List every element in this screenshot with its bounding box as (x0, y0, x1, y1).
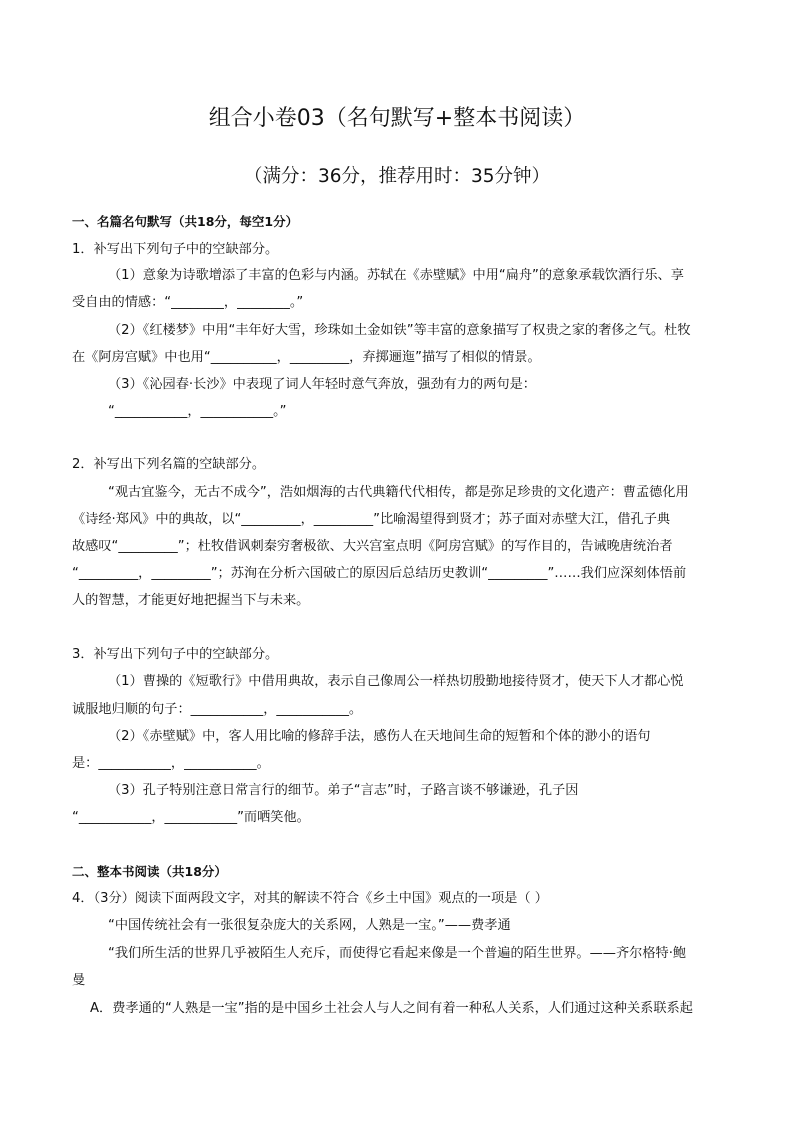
question-text: 是：___________，___________。 (72, 756, 270, 771)
question-stem: 4．（3分）阅读下面两段文字，对其的解读不符合《乡土中国》观点的一项是（ ） (72, 891, 548, 906)
page-title: 组合小卷03（名句默写+整本书阅读） (208, 106, 586, 131)
question-text: （3）孔子特别注意日常言行的细节。弟子“言志”时，子路言谈不够谦逊，孔子因 (108, 783, 579, 798)
quote-text: “中国传统社会有一张很复杂庞大的关系网，人熟是一宝。”——费孝通 (108, 918, 511, 933)
question-text: 在《阿房宫赋》中也用“__________，_________，弃掷逦迤”描写了相似的情景。 (72, 350, 541, 365)
question-text: 《诗经·郑风》中的典故，以“_________，_________”比喻渴望得到贤才；苏子面对赤壁大江，借孔子典 (72, 512, 671, 527)
section-heading: 二、整本书阅读（共18分） (72, 864, 227, 879)
page-subtitle: （满分：36分，推荐用时：35分钟） (243, 166, 551, 187)
question-text: “___________，___________。” (108, 404, 287, 419)
question-stem: 1．补写出下列句子中的空缺部分。 (72, 242, 279, 257)
question-stem: 2．补写出下列名篇的空缺部分。 (72, 457, 266, 472)
section-heading: 一、名篇名句默写（共18分，每空1分） (72, 214, 299, 229)
question-text: 受自由的情感：“________，________。” (72, 295, 304, 310)
option-a: A．费孝通的“人熟是一宝”指的是中国乡土社会人与人之间有着一种私人关系，人们通过这种关系联系起 (90, 1001, 693, 1016)
quote-text: 曼 (72, 973, 86, 988)
question-text: （2）《赤壁赋》中，客人用比喻的修辞手法，感伤人在天地间生命的短暂和个体的渺小的语句 (108, 729, 651, 744)
quote-text: “我们所生活的世界几乎被陌生人充斥，而使得它看起来像是一个普遍的陌生世界。——齐尔格特·鲍 (108, 946, 687, 961)
question-text: （3）《沁园春·长沙》中表现了词人年轻时意气奔放，强劲有力的两句是： (108, 377, 536, 392)
question-text: 人的智慧，才能更好地把握当下与未来。 (72, 593, 310, 608)
question-text: “观古宜鉴今，无古不成今”，浩如烟海的古代典籍代代相传，都是弥足珍贵的文化遗产：曹孟德化用 (108, 485, 689, 500)
question-text: 故感叹“_________”；杜牧借讽刺秦穷奢极欲、大兴宫室点明《阿房宫赋》的写作目的，告诫晚唐统治者 (72, 539, 673, 554)
question-text: （2）《红楼梦》中用“丰年好大雪，珍珠如土金如铁”等丰富的意象描写了权贵之家的奢侈之气。杜牧 (108, 323, 691, 338)
question-text: 诚服地归顺的句子：___________，___________。 (72, 702, 363, 717)
question-text: （1）曹操的《短歌行》中借用典故，表示自己像周公一样热切殷勤地接待贤才，使天下人才都心悦 (108, 674, 684, 689)
question-text: “___________，___________”而哂笑他。 (72, 810, 310, 825)
question-text: “_________，_________”；苏洵在分析六国破亡的原因后总结历史教训“_________”……我们应深刻体悟前 (72, 566, 687, 581)
question-stem: 3．补写出下列句子中的空缺部分。 (72, 647, 279, 662)
question-text: （1）意象为诗歌增添了丰富的色彩与内涵。苏轼在《赤壁赋》中用“扁舟”的意象承载饮酒行乐、享 (108, 268, 684, 283)
